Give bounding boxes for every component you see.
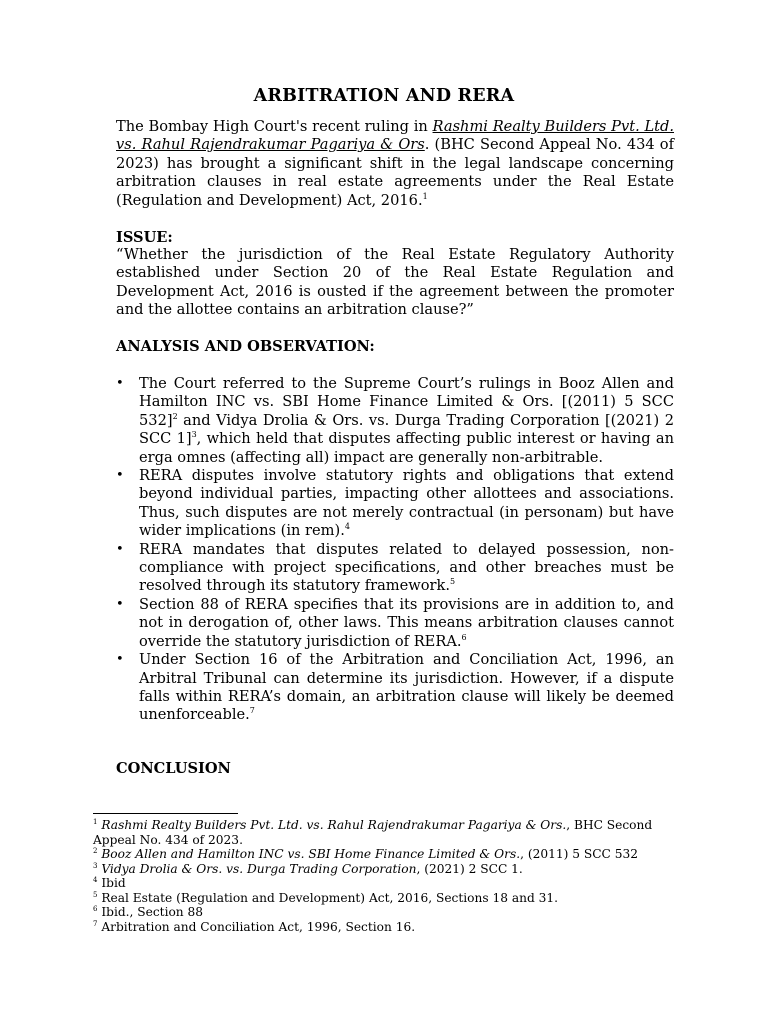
bullet-text: Under Section 16 of the Arbitration and Conciliation Act, 1996, an Arbitral Tribunal can determine its jurisdiction. However, if a dispute falls within RERA’s domain, an arbitration clause will likely be deemed unenforceable.	[139, 651, 674, 724]
bullet-icon: •	[116, 376, 124, 391]
footnote	[93, 876, 693, 891]
bullet-text: Section 88 of RERA specifies that its provisions are in addition to, and not in derogation of, other laws. This means arbitration clauses cannot override the statutory jurisdiction of RERA.	[139, 595, 674, 650]
footnote-number: 3	[93, 861, 98, 870]
footnote-text: , (2021) 2 SCC 1.	[416, 861, 523, 876]
footnote-number: 7	[93, 919, 98, 928]
bullet-text: and Vidya Drolia & Ors. vs. Durga Trading Corporation [(2021) 2 SCC 1]	[139, 411, 674, 448]
bullet-text: The Court referred to the Supreme Court’s rulings in Booz Allen and Hamilton INC vs. SBI Home Finance Limited & Ors. [(2011) 5 SCC 532]	[139, 375, 674, 429]
list-item	[116, 467, 674, 541]
footnote	[93, 905, 693, 920]
issue-heading: ISSUE:	[116, 229, 173, 246]
list-item	[116, 375, 674, 467]
footnote-ref: 4	[344, 522, 350, 532]
list-item	[116, 596, 674, 651]
footnote-ref: 6	[461, 632, 467, 642]
intro-text-start: The Bombay High Court's recent ruling in	[116, 118, 433, 135]
analysis-list	[116, 375, 674, 725]
case-name-link: Rashmi Realty Builders Pvt. Ltd. vs. Rahul Rajendrakumar Pagariya & Ors	[116, 118, 674, 154]
footnote-text: Arbitration and Conciliation Act, 1996, Section 16.	[101, 919, 416, 934]
bullet-icon: •	[116, 652, 124, 668]
footnote-ref: 1	[422, 191, 428, 201]
footnote-ref: 5	[450, 577, 456, 587]
bullet-text: RERA disputes involve statutory rights and obligations that extend beyond individual parties, impacting other allottees and associations. Thus, such disputes are not merely contractual (in personam) but have wider implications (in rem).	[139, 467, 674, 540]
footnote	[93, 862, 693, 877]
footnote-text: , BHC Second Appeal No. 434 of 2023.	[93, 818, 653, 847]
footnote-ref: 7	[249, 706, 255, 716]
document-title: ARBITRATION AND RERA	[253, 86, 515, 106]
conclusion-heading: CONCLUSION	[116, 760, 231, 777]
list-item	[116, 651, 674, 725]
footnote	[93, 891, 693, 906]
footnote-text: Ibid., Section 88	[101, 905, 204, 919]
footnote-number: 6	[93, 905, 98, 913]
footnote-number: 4	[93, 876, 98, 884]
footnote-number: 2	[93, 847, 98, 855]
bullet-text: RERA mandates that disputes related to delayed possession, non-compliance with project specifications, and other breaches must be resolved through its statutory framework.	[139, 540, 674, 595]
analysis-heading: ANALYSIS AND OBSERVATION:	[116, 338, 375, 355]
intro-paragraph	[116, 118, 674, 210]
footnote-citation: Booz Allen and Hamilton INC vs. SBI Home Finance Limited & Ors.	[101, 847, 521, 861]
footnote	[93, 847, 693, 862]
footnote-citation: Rashmi Realty Builders Pvt. Ltd. vs. Rahul Rajendrakumar Pagariya & Ors.	[101, 818, 567, 832]
bullet-icon: •	[116, 468, 124, 484]
footnote-ref: 2	[172, 411, 178, 421]
footnote-divider	[93, 813, 238, 814]
list-item	[116, 541, 674, 596]
footnote-number: 5	[93, 890, 98, 899]
footnote-text: Ibid	[101, 876, 126, 890]
issue-text: “Whether the jurisdiction of the Real Estate Regulatory Authority established under Section 20 of the Real Estate Regulation and Development Act, 2016 is ousted if the agreement between the promoter and the allottee contains an arbitration clause?”	[116, 246, 674, 319]
bullet-text: , which held that disputes affecting public interest or having an erga omnes (affecting all) impact are generally non-arbitrable.	[139, 430, 675, 466]
intro-text-end: . (BHC Second Appeal No. 434 of 2023) has brought a significant shift in the legal landscape concerning arbitration clauses in real estate agreements under the Real Estate (Regulation and Development) Act, 2016.	[116, 136, 674, 209]
footnote-text: , (2011) 5 SCC 532	[520, 847, 639, 861]
footnote	[93, 818, 693, 847]
footnote-citation: Vidya Drolia & Ors. vs. Durga Trading Corporation	[101, 861, 417, 876]
bullet-icon: •	[116, 596, 124, 612]
footnotes	[93, 818, 693, 934]
footnote	[93, 920, 693, 935]
bullet-icon: •	[116, 541, 124, 557]
footnote-number: 1	[93, 818, 98, 826]
footnote-ref: 3	[191, 430, 197, 440]
footnote-text: Real Estate (Regulation and Development) Act, 2016, Sections 18 and 31.	[101, 890, 559, 905]
